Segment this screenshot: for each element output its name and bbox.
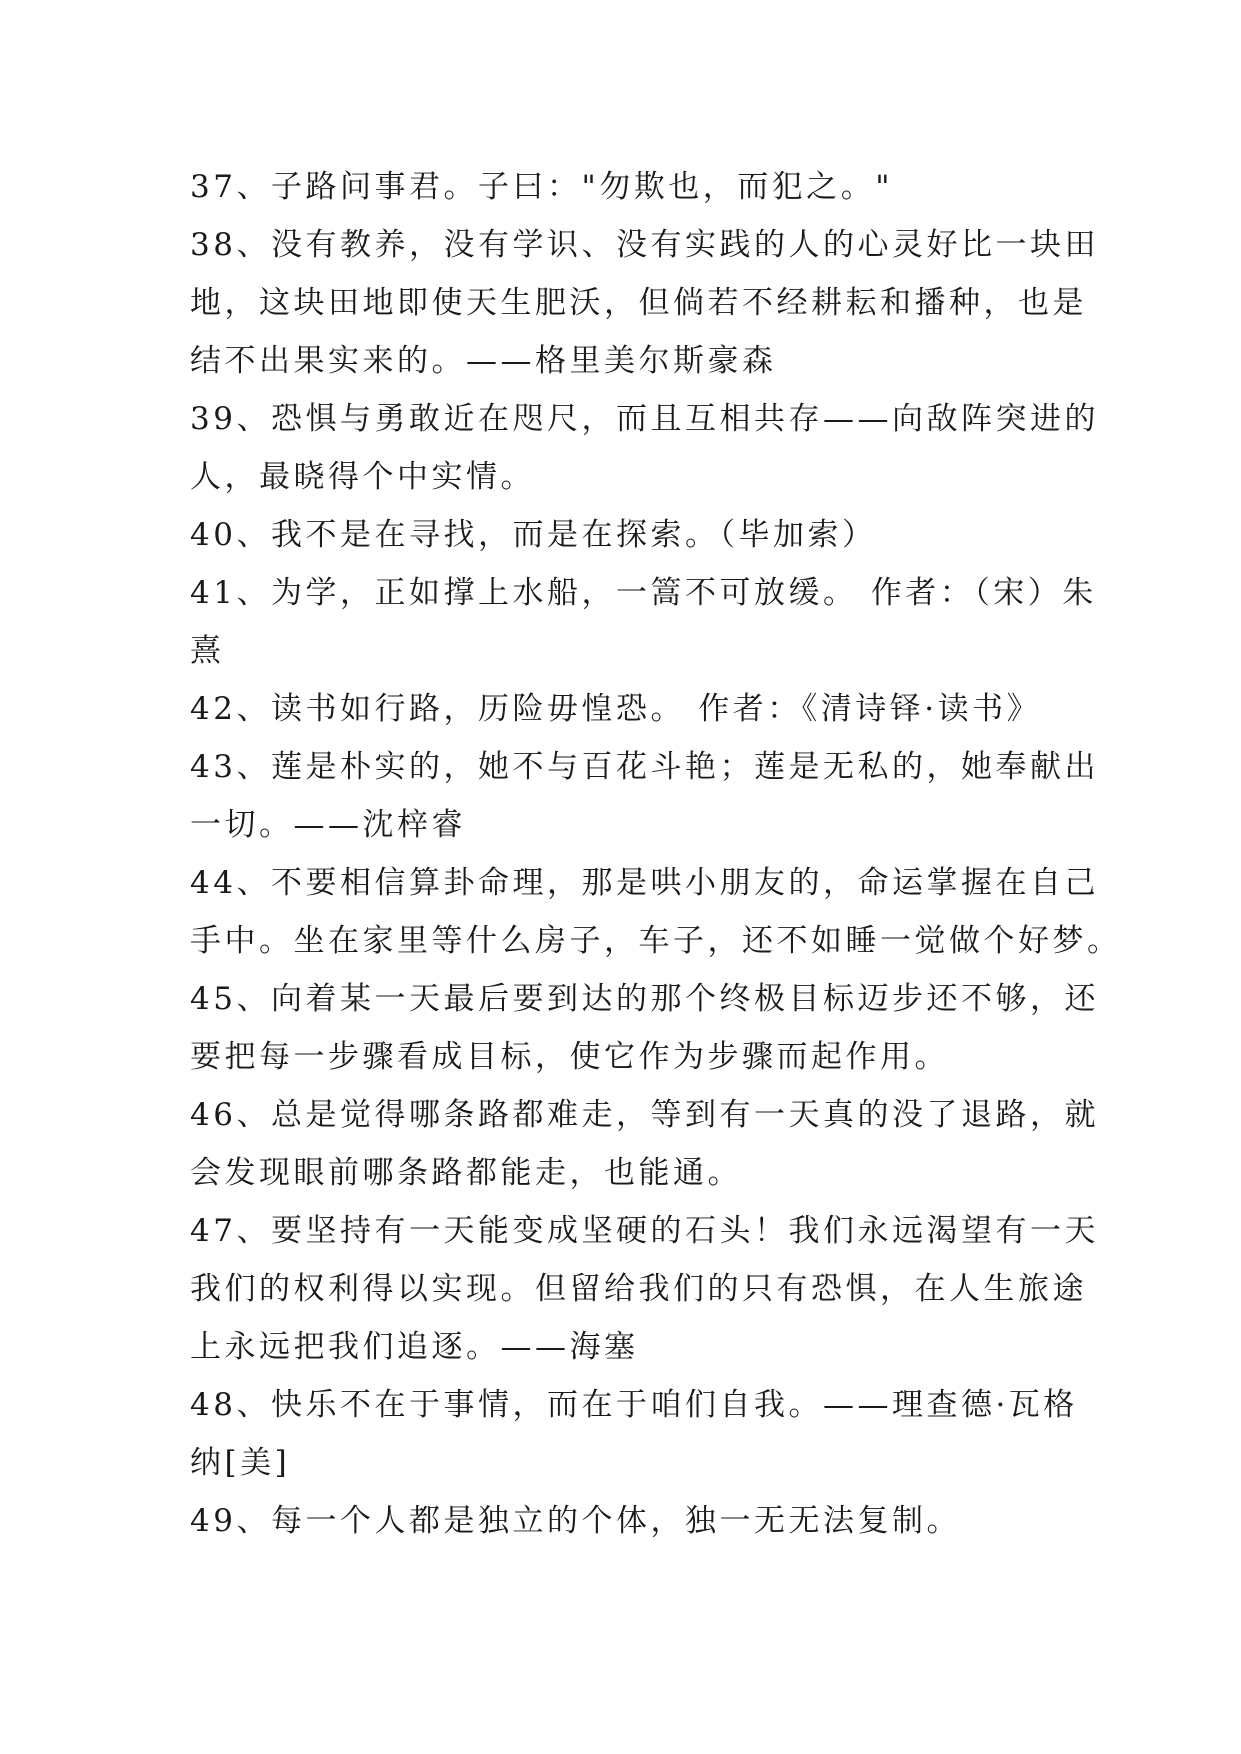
text-line: 49、每一个人都是独立的个体，独一无无法复制。	[190, 1503, 961, 1539]
quote-list	[190, 158, 1122, 1550]
text-line: 47、要坚持有一天能变成坚硬的石头！我们永远渴望有一天	[190, 1213, 1099, 1249]
text-line: 人，最晓得个中实情。	[190, 459, 535, 495]
text-line: 一切。——沈梓睿	[190, 807, 466, 843]
text-line: 纳[美]	[190, 1445, 291, 1481]
text-line: 46、总是觉得哪条路都难走，等到有一天真的没了退路，就	[190, 1097, 1099, 1133]
text-line: 会发现眼前哪条路都能走，也能通。	[190, 1155, 742, 1191]
text-line: 44、不要相信算卦命理，那是哄小朋友的，命运掌握在自己	[190, 865, 1099, 901]
text-line: 42、读书如行路，历险毋惶恐。 作者：《清诗铎·读书》	[190, 691, 1042, 727]
text-line: 39、恐惧与勇敢近在咫尺，而且互相共存——向敌阵突进的	[190, 401, 1099, 437]
text-line: 37、子路问事君。子曰："勿欺也，而犯之。"	[190, 169, 893, 205]
text-line: 手中。坐在家里等什么房子，车子，还不如睡一觉做个好梦。	[190, 923, 1122, 959]
text-line: 45、向着某一天最后要到达的那个终极目标迈步还不够，还	[190, 981, 1099, 1017]
text-line: 熹	[190, 633, 225, 669]
text-line: 41、为学，正如撑上水船，一篙不可放缓。 作者：（宋）朱	[190, 575, 1097, 611]
text-line: 48、快乐不在于事情，而在于咱们自我。——理查德·瓦格	[190, 1387, 1078, 1423]
text-line: 40、我不是在寻找，而是在探索。（毕加索）	[190, 517, 877, 553]
text-line: 结不出果实来的。——格里美尔斯豪森	[190, 343, 777, 379]
text-line: 我们的权利得以实现。但留给我们的只有恐惧，在人生旅途	[190, 1271, 1087, 1307]
text-line: 地，这块田地即使天生肥沃，但倘若不经耕耘和播种，也是	[190, 285, 1087, 321]
text-line: 43、莲是朴实的，她不与百花斗艳；莲是无私的，她奉献出	[190, 749, 1099, 785]
text-line: 要把每一步骤看成目标，使它作为步骤而起作用。	[190, 1039, 949, 1075]
text-line: 上永远把我们追逐。——海塞	[190, 1329, 639, 1365]
text-line: 38、没有教养，没有学识、没有实践的人的心灵好比一块田	[190, 227, 1099, 263]
